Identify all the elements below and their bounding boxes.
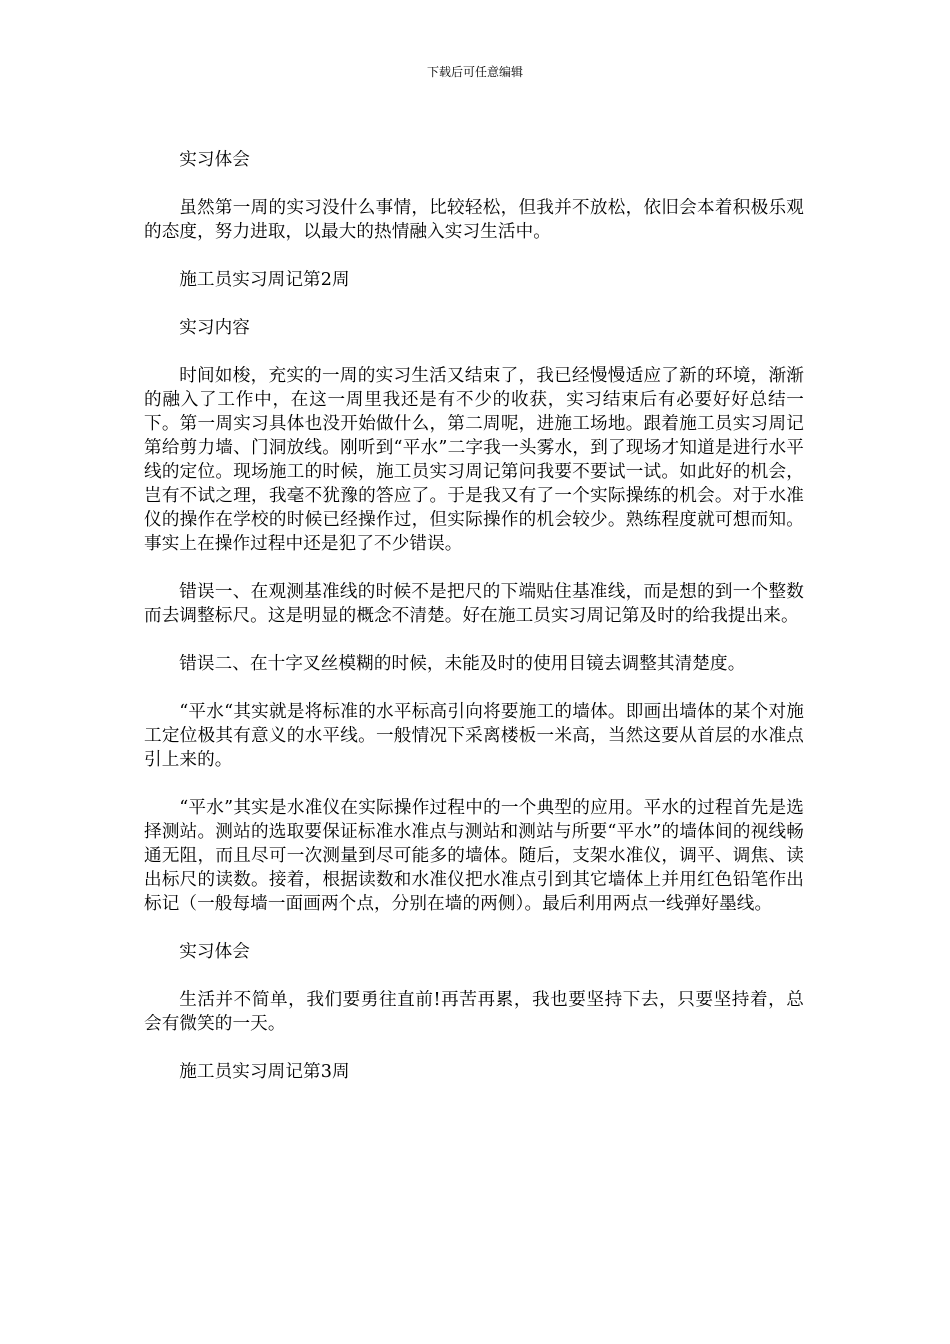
section-heading: 实习内容 xyxy=(179,318,250,338)
paragraph: “平水“其实就是将标准的水平标高引向将要施工的墙体。即画出墙体的某个对施工定位极其有意义的水平线。一般情况下采离楼板一米高，当然这要从首层的水准点引上来的。 xyxy=(144,702,804,770)
document-body xyxy=(144,148,804,1108)
paragraph: 错误一、在观测基准线的时候不是把尺的下端贴住基准线，而是想的到一个整数而去调整标尺。这是明显的概念不清楚。好在施工员实习周记第及时的给我提出来。 xyxy=(144,582,804,626)
paragraph: 生活并不简单，我们要勇往直前!再苦再累，我也要坚持下去，只要坚持着，总会有微笑的一天。 xyxy=(144,990,804,1034)
week-heading: 施工员实习周记第2周 xyxy=(179,270,350,290)
page-header: 下载后可任意编辑 xyxy=(426,65,523,79)
section-heading: 实习体会 xyxy=(179,150,250,170)
paragraph: 时间如梭，充实的一周的实习生活又结束了，我已经慢慢适应了新的环境，渐渐的融入了工作中，在这一周里我还是有不少的收获，实习结束后有必要好好总结一下。第一周实习具体也没开始做什么，第二周呢，进施工场地。跟着施工员实习周记第给剪力墙、门洞放线。刚听到“平水”二字我一头雾水，到了现场才知道是进行水平线的定位。现场施工的时候，施工员实习周记第问我要不要试一试。如此好的机会，岂有不试之理，我毫不犹豫的答应了。于是我又有了一个实际操练的机会。对于水准仪的操作在学校的时候已经操作过，但实际操作的机会较少。熟练程度就可想而知。事实上在操作过程中还是犯了不少错误。 xyxy=(144,366,804,554)
paragraph: 虽然第一周的实习没什么事情，比较轻松，但我并不放松，依旧会本着积极乐观的态度，努力进取，以最大的热情融入实习生活中。 xyxy=(144,198,804,242)
section-heading: 实习体会 xyxy=(179,942,250,962)
paragraph: 错误二、在十字叉丝模糊的时候，未能及时的使用目镜去调整其清楚度。 xyxy=(179,654,746,674)
week-heading: 施工员实习周记第3周 xyxy=(179,1062,350,1082)
paragraph: “平水”其实是水准仪在实际操作过程中的一个典型的应用。平水的过程首先是选择测站。测站的选取要保证标准水准点与测站和测站与所要“平水”的墙体间的视线畅通无阻，而且尽可一次测量到尽可能多的墙体。随后，支架水准仪，调平、调焦、读出标尺的读数。接着，根据读数和水准仪把水准点引到其它墙体上并用红色铅笔作出标记（一般每墙一面画两个点，分别在墙的两侧）。最后利用两点一线弹好墨线。 xyxy=(144,798,804,914)
